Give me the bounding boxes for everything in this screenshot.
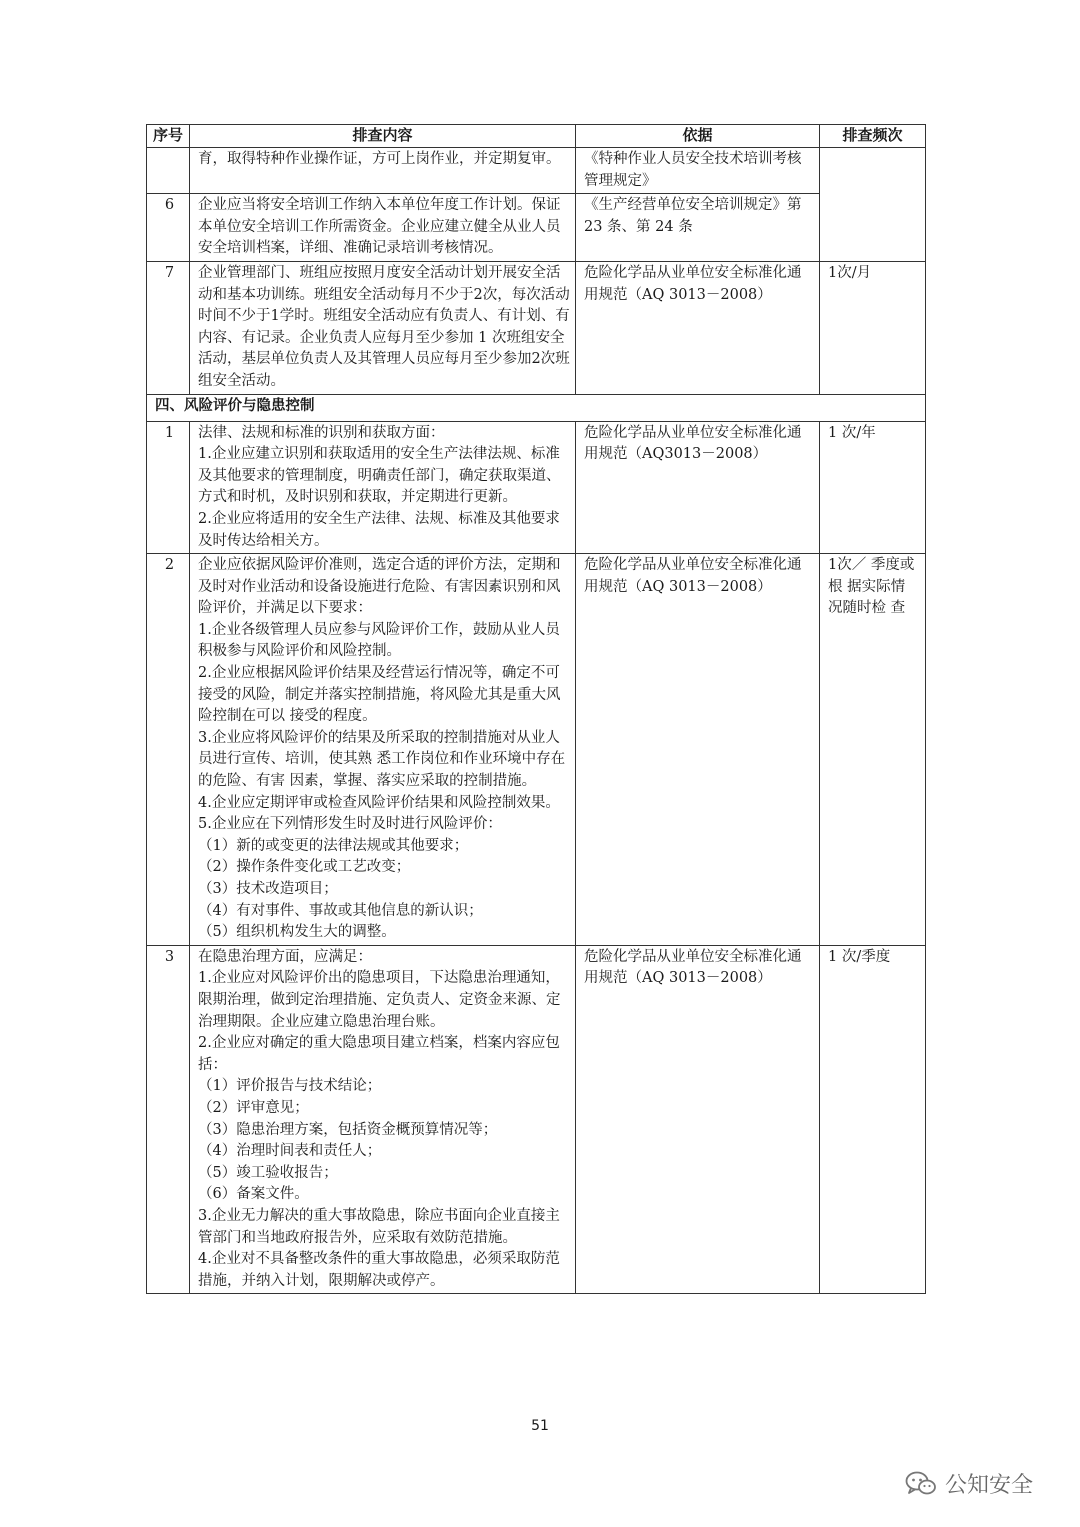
row-frequency: 1次/月 xyxy=(820,261,926,394)
row-basis: 危险化学品从业单位安全标准化通用规范（AQ 3013－2008） xyxy=(576,945,820,1294)
table-row xyxy=(147,148,926,194)
row-basis: 危险化学品从业单位安全标准化通用规范（AQ 3013－2008） xyxy=(576,261,820,394)
row-content: 企业应当将安全培训工作纳入本单位年度工作计划。保证本单位安全培训工作所需资金。企业应建立健全从业人员安全培训档案，详细、准确记录培训考核情况。 xyxy=(190,194,576,262)
row-frequency: 1 次/季度 xyxy=(820,945,926,1294)
table-row xyxy=(147,554,926,946)
row-no: 3 xyxy=(147,945,190,1294)
table-header-row xyxy=(147,125,926,148)
row-no xyxy=(147,148,190,194)
header-no: 序号 xyxy=(147,125,190,148)
table-row xyxy=(147,261,926,394)
watermark-text: 公知安全 xyxy=(945,1473,1034,1498)
row-content: 法律、法规和标准的识别和获取方面： 1.企业应建立识别和获取适用的安全生产法律法规、标准及其他要求的管理制度，明确责任部门，确定获取渠道、方式和时机，及时识别和获取，并定期进行更新。 2.企业应将适用的安全生产法律、法规、标准及其他要求及时传达给相关方。 xyxy=(190,421,576,554)
section-heading-row xyxy=(147,394,926,421)
row-no: 1 xyxy=(147,421,190,554)
inspection-table xyxy=(146,124,926,1294)
row-basis: 《特种作业人员安全技术培训考核管理规定》 xyxy=(576,148,820,194)
row-basis: 《生产经营单位安全培训规定》第 23 条、第 24 条 xyxy=(576,194,820,262)
row-no: 2 xyxy=(147,554,190,946)
section-title: 四、风险评价与隐患控制 xyxy=(147,394,926,421)
row-no: 7 xyxy=(147,261,190,394)
watermark xyxy=(905,1468,1033,1499)
row-content: 企业应依据风险评价准则，选定合适的评价方法，定期和及时对作业活动和设备设施进行危险、有害因素识别和风险评价，并满足以下要求： 1.企业各级管理人员应参与风险评价工作，鼓励从业人员积极参与风险评价和风险控制。 2.企业应根据风险评价结果及经营运行情况等，确定不可接受的风险，制定并落实控制措施，将风险尤其是重大风险控制在可以 接受的程度。 3.企业应将风险评价的结果及所采取的控制措施对从业人员进行宣传、培训，使其熟 悉工作岗位和作业环境中存在的危险、有害 因素，掌握、落实应采取的控制措施。 4.企业应定期评审或检查风险评价结果和风险控制效果。 5.企业应在下列情形发生时及时进行风险评价： （1）新的或变更的法律法规或其他要求； （2）操作条件变化或工艺改变； （3）技术改造项目； （4）有对事件、事故或其他信息的新认识； （5）组织机构发生大的调整。 xyxy=(190,554,576,946)
row-basis: 危险化学品从业单位安全标准化通用规范（AQ3013－2008） xyxy=(576,421,820,554)
table-row xyxy=(147,945,926,1294)
row-frequency: 1次／ 季度或根 据实际情 况随时检 查 xyxy=(820,554,926,946)
row-frequency: 1 次/年 xyxy=(820,421,926,554)
row-no: 6 xyxy=(147,194,190,262)
row-frequency xyxy=(820,148,926,262)
header-basis: 依据 xyxy=(576,125,820,148)
header-content: 排查内容 xyxy=(190,125,576,148)
page-number: 51 xyxy=(531,1418,549,1434)
row-content: 企业管理部门、班组应按照月度安全活动计划开展安全活动和基本功训练。班组安全活动每月不少于2次，每次活动时间不少于1学时。班组安全活动应有负责人、有计划、有内容、有记录。企业负责人应每月至少参加 1 次班组安全活动，基层单位负责人及其管理人员应每月至少参加2次班组安全活动。 xyxy=(190,261,576,394)
row-content: 育，取得特种作业操作证，方可上岗作业，并定期复审。 xyxy=(190,148,576,194)
row-basis: 危险化学品从业单位安全标准化通用规范（AQ 3013－2008） xyxy=(576,554,820,946)
header-frequency: 排查频次 xyxy=(820,125,926,148)
wechat-icon xyxy=(905,1471,937,1497)
table-row xyxy=(147,421,926,554)
table-row xyxy=(147,194,926,262)
row-content: 在隐患治理方面，应满足： 1.企业应对风险评价出的隐患项目，下达隐患治理通知，限期治理，做到定治理措施、定负责人、定资金来源、定治理期限。企业应建立隐患治理台账。 2.企业应对确定的重大隐患项目建立档案，档案内容应包括： （1）评价报告与技术结论； （2）评审意见； （3）隐患治理方案，包括资金概预算情况等； （4）治理时间表和责任人； （5）竣工验收报告； （6）备案文件。 3.企业无力解决的重大事故隐患，除应书面向企业直接主管部门和当地政府报告外，应采取有效防范措施。 4.企业对不具备整改条件的重大事故隐患，必须采取防范措施，并纳入计划，限期解决或停产。 xyxy=(190,945,576,1294)
